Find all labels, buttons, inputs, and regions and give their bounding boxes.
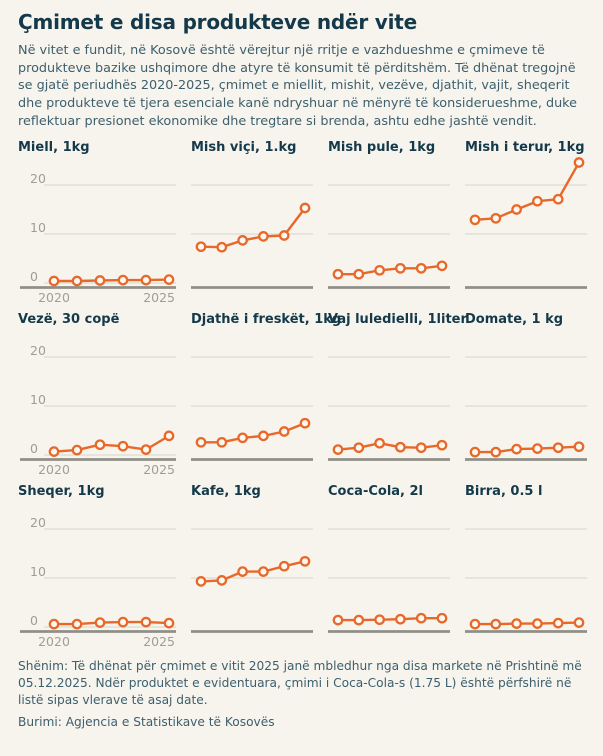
mini-chart <box>465 484 587 650</box>
data-point-marker <box>301 204 309 212</box>
data-point-marker <box>417 264 425 272</box>
data-point-marker <box>142 446 150 454</box>
data-point-marker <box>396 615 404 623</box>
data-point-marker <box>396 443 404 451</box>
data-point-marker <box>218 438 226 446</box>
page-title: Çmimet e disa produkteve ndër vite <box>18 10 417 34</box>
y-axis-tick-label: 0 <box>30 269 38 285</box>
mini-chart <box>191 484 313 650</box>
x-axis-tick-label: 2020 <box>38 634 70 650</box>
data-point-marker <box>375 266 383 274</box>
x-axis-tick-label: 2025 <box>143 634 175 650</box>
chart-grid <box>18 140 587 650</box>
data-point-marker <box>554 195 562 203</box>
data-point-marker <box>238 236 246 244</box>
chart-title: Domate, 1 kg <box>465 312 564 328</box>
mini-chart <box>191 140 313 306</box>
data-point-marker <box>471 216 479 224</box>
data-point-marker <box>301 419 309 427</box>
data-point-marker <box>492 448 500 456</box>
chart-svg <box>18 500 176 650</box>
data-point-marker <box>73 446 81 454</box>
chart-title: Miell, 1kg <box>18 140 90 156</box>
x-axis-tick-label: 2025 <box>143 290 175 306</box>
data-point-marker <box>280 428 288 436</box>
data-point-marker <box>280 232 288 240</box>
note-text: Shënim: Të dhënat për çmimet e vitit 2025 janë mbledhur nga disa markete në Prishtinë më 05.12.2025. Ndër produktet e evidentuara, çmimi i Coca-Cola-s (1.75 L) është përfshirë në listë sipas vlerave të asaj date. <box>18 659 582 708</box>
data-point-marker <box>50 448 58 456</box>
price-line <box>54 622 169 624</box>
data-point-marker <box>554 444 562 452</box>
data-point-marker <box>512 445 520 453</box>
data-point-marker <box>50 620 58 628</box>
chart-svg <box>328 328 450 478</box>
data-point-marker <box>238 568 246 576</box>
data-point-marker <box>197 577 205 585</box>
mini-chart <box>465 140 587 306</box>
chart-svg <box>191 156 313 306</box>
data-point-marker <box>50 277 58 285</box>
y-axis-tick-label: 10 <box>30 564 46 580</box>
data-point-marker <box>119 276 127 284</box>
chart-svg <box>328 500 450 650</box>
data-point-marker <box>259 232 267 240</box>
source-text: Burimi: Agjencia e Statistikave të Kosovës <box>18 714 275 729</box>
y-axis-tick-label: 20 <box>30 343 46 359</box>
chart-svg <box>191 328 313 478</box>
chart-title: Vezë, 30 copë <box>18 312 120 328</box>
data-point-marker <box>575 443 583 451</box>
data-point-marker <box>238 434 246 442</box>
chart-svg <box>18 156 176 306</box>
chart-svg <box>465 156 587 306</box>
chart-title: Djathë i freskët, 1kg <box>191 312 342 328</box>
data-point-marker <box>334 270 342 278</box>
data-point-marker <box>396 264 404 272</box>
mini-chart <box>328 140 450 306</box>
data-point-marker <box>554 619 562 627</box>
data-point-marker <box>96 619 104 627</box>
data-point-marker <box>334 616 342 624</box>
chart-title: Sheqer, 1kg <box>18 484 105 500</box>
data-point-marker <box>73 277 81 285</box>
y-axis-tick-label: 10 <box>30 392 46 408</box>
chart-svg <box>328 156 450 306</box>
data-point-marker <box>355 616 363 624</box>
data-point-marker <box>417 444 425 452</box>
mini-chart <box>465 312 587 478</box>
data-point-marker <box>492 620 500 628</box>
mini-chart <box>328 484 450 650</box>
data-point-marker <box>355 270 363 278</box>
data-point-marker <box>334 446 342 454</box>
chart-title: Mish pule, 1kg <box>328 140 436 156</box>
data-point-marker <box>575 159 583 167</box>
y-axis-tick-label: 0 <box>30 441 38 457</box>
data-point-marker <box>533 445 541 453</box>
data-point-marker <box>417 614 425 622</box>
y-axis-tick-label: 10 <box>30 220 46 236</box>
data-point-marker <box>375 439 383 447</box>
data-point-marker <box>512 620 520 628</box>
y-axis-tick-label: 0 <box>30 613 38 629</box>
data-point-marker <box>438 262 446 270</box>
data-point-marker <box>197 438 205 446</box>
data-point-marker <box>96 441 104 449</box>
chart-svg <box>465 500 587 650</box>
data-point-marker <box>218 576 226 584</box>
data-point-marker <box>119 618 127 626</box>
data-point-marker <box>197 243 205 251</box>
data-point-marker <box>533 620 541 628</box>
chart-title: Mish i terur, 1kg <box>465 140 585 156</box>
x-axis-tick-label: 2020 <box>38 290 70 306</box>
data-point-marker <box>355 444 363 452</box>
mini-chart <box>18 312 176 478</box>
data-point-marker <box>375 616 383 624</box>
data-point-marker <box>119 442 127 450</box>
price-line <box>475 163 579 220</box>
y-axis-tick-label: 20 <box>30 515 46 531</box>
data-point-marker <box>575 619 583 627</box>
chart-svg <box>18 328 176 478</box>
mini-chart <box>191 312 342 478</box>
data-point-marker <box>259 432 267 440</box>
y-axis-tick-label: 20 <box>30 171 46 187</box>
data-point-marker <box>471 620 479 628</box>
chart-svg <box>465 328 587 478</box>
mini-chart <box>18 484 176 650</box>
data-point-marker <box>165 619 173 627</box>
price-line <box>54 436 169 452</box>
data-point-marker <box>492 214 500 222</box>
chart-title: Mish viçi, 1.kg <box>191 140 297 156</box>
price-line <box>201 208 305 247</box>
x-axis-tick-label: 2020 <box>38 462 70 478</box>
chart-title: Birra, 0.5 l <box>465 484 543 500</box>
chart-svg <box>191 500 313 650</box>
data-point-marker <box>512 206 520 214</box>
data-point-marker <box>533 197 541 205</box>
data-point-marker <box>142 618 150 626</box>
data-point-marker <box>301 557 309 565</box>
x-axis-tick-label: 2025 <box>143 462 175 478</box>
data-point-marker <box>73 620 81 628</box>
price-line <box>54 280 169 281</box>
data-point-marker <box>471 448 479 456</box>
data-point-marker <box>142 276 150 284</box>
data-point-marker <box>218 243 226 251</box>
data-point-marker <box>165 276 173 284</box>
data-point-marker <box>165 432 173 440</box>
chart-title: Vaj luledielli, 1liter <box>328 312 467 328</box>
data-point-marker <box>259 568 267 576</box>
data-point-marker <box>438 614 446 622</box>
mini-chart <box>18 140 176 306</box>
mini-chart <box>328 312 467 478</box>
chart-title: Kafe, 1kg <box>191 484 261 500</box>
data-point-marker <box>438 441 446 449</box>
data-point-marker <box>280 562 288 570</box>
data-point-marker <box>96 277 104 285</box>
chart-title: Coca-Cola, 2l <box>328 484 424 500</box>
intro-text: Në vitet e fundit, në Kosovë është vërejtur një rritje e vazhdueshme e çmimeve të produkteve bazike ushqimore dhe atyre të konsumit të përditshëm. Të dhënat tregojnë se gjatë periudhës 2020-2025, çmimet e miellit, mishit, vezëve, djathit, vajit, sheqerit dhe produkteve të tjera esenciale kanë ndryshuar në mënyrë të konsiderueshme, duke reflektuar presionet ekonomike dhe tregtare si brenda, ashtu edhe jashtë vendit. <box>18 43 578 129</box>
